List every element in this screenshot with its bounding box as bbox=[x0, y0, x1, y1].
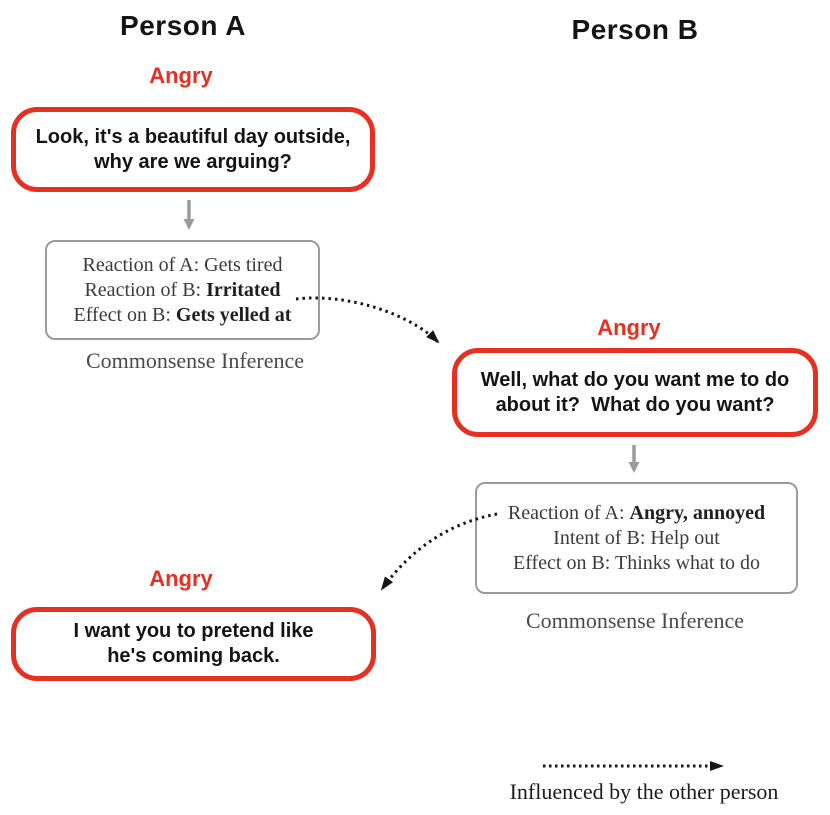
inference-box-turn1 bbox=[45, 240, 320, 340]
legend-label: Influenced by the other person bbox=[509, 779, 779, 804]
inference-caption-turn2: Commonsense Inference bbox=[525, 608, 745, 633]
utterance-box-turn2 bbox=[452, 348, 818, 437]
person-b-title: Person B bbox=[571, 14, 699, 45]
utterance-line: he's coming back. bbox=[107, 645, 280, 667]
utterance-line: I want you to pretend like bbox=[73, 620, 314, 642]
utterance-line: why are we arguing? bbox=[94, 150, 292, 173]
utterance-line: Well, what do you want me to do bbox=[480, 368, 790, 391]
inference-box-turn2 bbox=[475, 482, 798, 594]
emotion-label-turn2: Angry bbox=[597, 315, 661, 340]
emotion-label-turn3: Angry bbox=[149, 566, 213, 591]
inference-line: Reaction of B: Irritated bbox=[84, 278, 281, 301]
inference-line: Effect on B: Gets yelled at bbox=[73, 303, 292, 326]
inference-line: Reaction of A: Angry, annoyed bbox=[507, 501, 766, 524]
utterance-box-turn3 bbox=[11, 607, 376, 681]
inference-line: Reaction of A: Gets tired bbox=[82, 253, 283, 276]
inference-line: Intent of B: Help out bbox=[553, 526, 720, 549]
utterance-line: Look, it's a beautiful day outside, bbox=[35, 125, 351, 148]
emotion-label-turn1: Angry bbox=[149, 63, 213, 88]
utterance-line: about it? What do you want? bbox=[495, 393, 775, 416]
inference-caption-turn1: Commonsense Inference bbox=[85, 348, 305, 373]
person-a-title: Person A bbox=[120, 10, 246, 41]
utterance-box-turn1 bbox=[11, 107, 375, 192]
inference-line: Effect on B: Thinks what to do bbox=[512, 551, 761, 574]
